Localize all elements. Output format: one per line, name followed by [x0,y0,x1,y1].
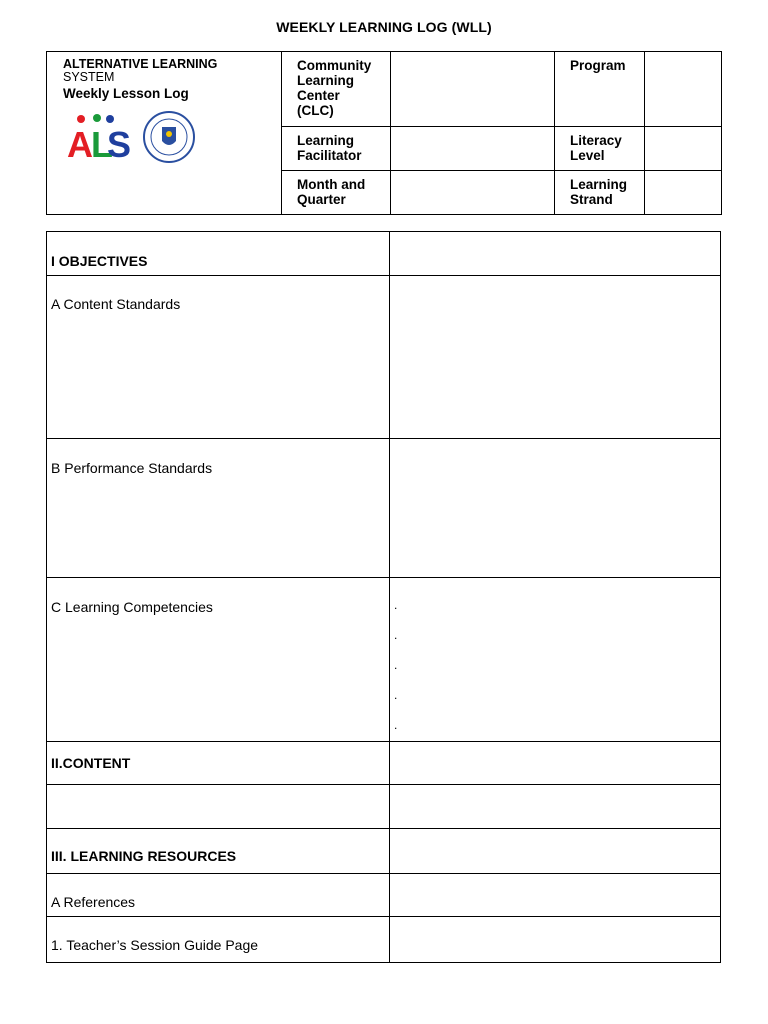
content-heading: II.CONTENT [47,742,390,785]
clc-label: Community Learning Center (CLC) [282,52,391,127]
month-quarter-value[interactable] [391,171,555,215]
content-value-right[interactable] [390,785,721,829]
performance-standards-value[interactable] [390,439,721,578]
learning-resources-heading: III. LEARNING RESOURCES [47,829,390,874]
document-title: WEEKLY LEARNING LOG (WLL) [276,19,492,35]
clc-value[interactable] [391,52,555,127]
logos [63,111,281,171]
competency-bullet: . [394,718,398,732]
deped-seal-icon [144,112,194,162]
als-logo-text: A [67,124,93,165]
month-quarter-label: Month and Quarter [282,171,391,215]
objectives-value[interactable] [390,232,721,276]
performance-standards-label: B Performance Standards [47,439,390,578]
literacy-level-label: Literacy Level [555,127,645,171]
program-label: Program [555,52,645,127]
svg-text:L: L [91,124,113,165]
objectives-heading: I OBJECTIVES [47,232,390,276]
svg-text:S: S [107,124,132,165]
competency-bullet: . [394,598,398,612]
lesson-log-table [46,231,721,963]
session-guide-label: 1. Teacher’s Session Guide Page [47,917,390,963]
als-line-1: ALTERNATIVE LEARNING [63,57,218,71]
als-info-cell [47,52,282,215]
literacy-level-value[interactable] [645,127,722,171]
facilitator-value[interactable] [391,127,555,171]
als-line-2: SYSTEM [63,70,115,84]
content-value-left[interactable] [47,785,390,829]
weekly-lesson-log-label: Weekly Lesson Log [63,86,189,101]
als-logo-icon [63,111,203,171]
competency-bullet: . [394,658,398,672]
content-heading-value[interactable] [390,742,721,785]
content-standards-value[interactable] [390,276,721,439]
learning-competencies-value[interactable] [390,578,721,742]
competency-bullet: . [394,688,398,702]
learning-strand-value[interactable] [645,171,722,215]
session-guide-value[interactable] [390,917,721,963]
competency-bullet: . [394,628,398,642]
learning-strand-label: Learning Strand [555,171,645,215]
learning-resources-value[interactable] [390,829,721,874]
references-value[interactable] [390,874,721,917]
references-label: A References [47,874,390,917]
program-value[interactable] [645,52,722,127]
content-standards-label: A Content Standards [47,276,390,439]
learning-competencies-label: C Learning Competencies [47,578,390,742]
facilitator-label: Learning Facilitator [282,127,391,171]
header-table [46,51,722,215]
